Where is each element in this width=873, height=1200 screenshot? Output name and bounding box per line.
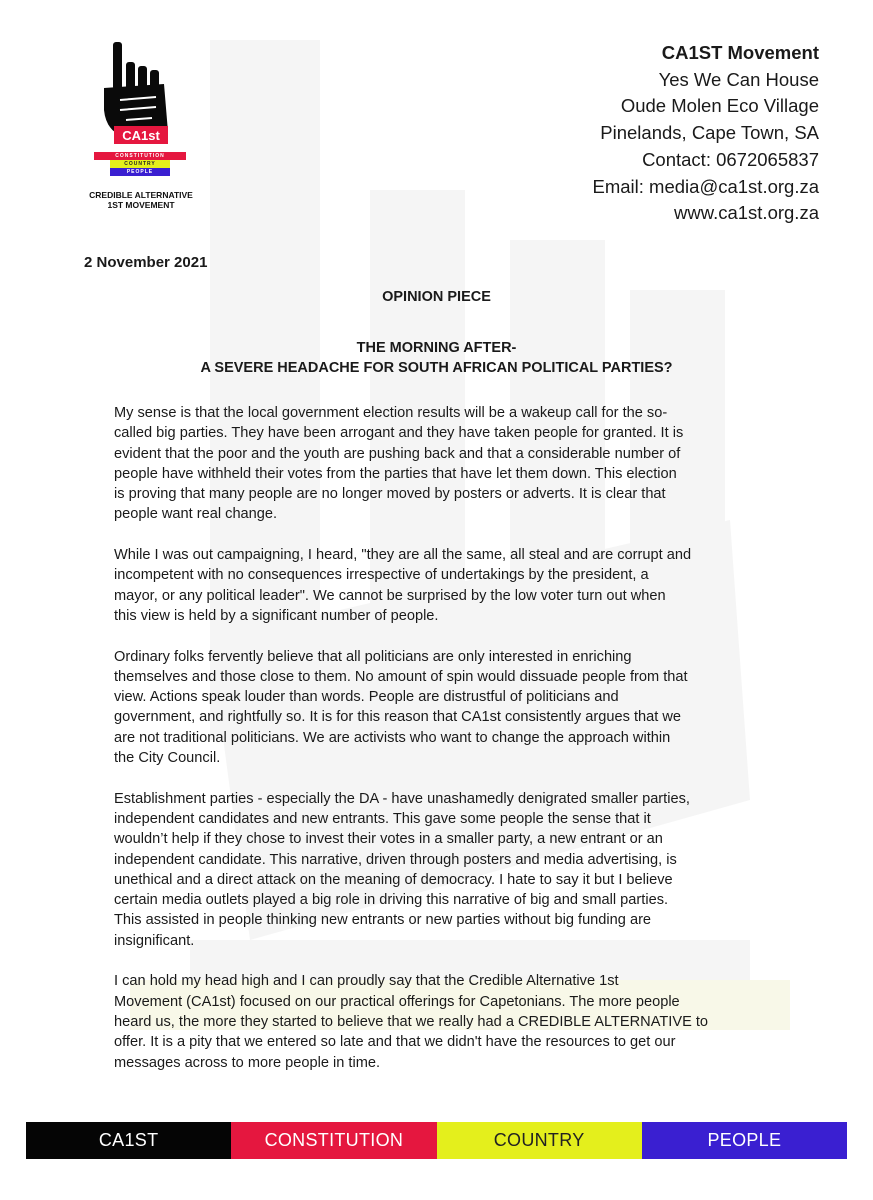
headline: THE MORNING AFTER- A SEVERE HEADACHE FOR SOUTH AFRICAN POLITICAL PARTIES? xyxy=(200,340,673,376)
paragraph-line: My sense is that the local government election results will be a wakeup call for the so- xyxy=(114,405,668,421)
paragraph-line: This assisted in people thinking new entrants or new parties without big funding are xyxy=(114,912,652,929)
paragraph-line: people have withheld their votes from the parties that have let them down. This election xyxy=(114,465,677,482)
paragraph-line: messages across to more people in time. xyxy=(114,1054,381,1071)
contact-phone: Contact: 0672065837 xyxy=(642,148,819,170)
paragraph-line: is proving that many people are no longer moved by posters or adverts. It is clear that xyxy=(114,486,666,503)
footer-ca1st: CA1ST xyxy=(26,1122,231,1159)
paragraph-line: Establishment parties - especially the DA - have unashamedly denigrated smaller parties, xyxy=(114,790,690,807)
paragraph-line: While I was out campaigning, I heard, "they are all the same, all steal and are corrupt and xyxy=(114,547,692,564)
address-line: Yes We Can House xyxy=(658,68,819,90)
ca1st-logo xyxy=(86,40,196,212)
paragraph-line: Movement (CA1st) focused on our practical offerings for Capetonians. The more people xyxy=(114,993,680,1010)
article-body xyxy=(114,403,774,1093)
paragraph-line: themselves and those close to them. No amount of spin would dissuade people from that xyxy=(114,668,688,685)
paragraph xyxy=(114,647,774,769)
paragraph-line: independent candidates and new entrants. This gave some people the sense that it xyxy=(114,810,651,827)
logo-bar-country: COUNTRY xyxy=(110,160,170,168)
logo-bar-constitution: CONSTITUTION xyxy=(94,152,186,160)
paragraph-line: this view is held by a significant number of people. xyxy=(114,607,439,624)
paragraph-line: Ordinary folks fervently believe that all politicians are only interested in enriching xyxy=(114,648,632,665)
paragraph xyxy=(114,789,774,951)
paragraph-line: the City Council. xyxy=(114,750,221,767)
footer-banner xyxy=(26,1122,847,1159)
paragraph-line: called big parties. They have been arrogant and they have taken people for granted. It is xyxy=(114,425,684,442)
logo-tagline: CREDIBLE ALTERNATIVE 1ST MOVEMENT xyxy=(89,190,193,210)
paragraph-line: offer. It is a pity that we entered so late and that we didn't have the resources to get our xyxy=(114,1034,676,1051)
footer-constitution: CONSTITUTION xyxy=(231,1122,436,1159)
document-date: 2 November 2021 xyxy=(84,254,208,271)
logo-badge-text: CA1st xyxy=(122,128,160,143)
paragraph-line: independent candidate. This narrative, driven through posters and media advertising, is xyxy=(114,851,677,868)
paragraph-line: wouldn’t help if they chose to invest their votes in a smaller party, a new entrant or an xyxy=(114,831,663,848)
paragraph-line: view. Actions speak louder than words. People are distrustful of politicians and xyxy=(114,689,619,706)
footer-people: PEOPLE xyxy=(642,1122,847,1159)
org-name: CA1ST Movement xyxy=(661,42,819,63)
paragraph xyxy=(114,403,774,525)
paragraph-line: mayor, or any political leader". We cannot be surprised by the low voter turn out when xyxy=(114,587,666,604)
footer-country: COUNTRY xyxy=(437,1122,642,1159)
paragraph-line: people want real change. xyxy=(114,506,278,523)
address-line: Oude Molen Eco Village xyxy=(620,95,819,117)
kicker: OPINION PIECE xyxy=(382,289,491,305)
paragraph-line: I can hold my head high and I can proudly say that the Credible Alternative 1st xyxy=(114,973,619,990)
paragraph-line: government, and rightfully so. It is for this reason that CA1st consistently argues that we xyxy=(114,709,682,726)
letterhead-address xyxy=(593,40,819,227)
paragraph xyxy=(114,971,774,1072)
paragraph-line: unethical and a direct attack on the meaning of democracy. I hate to say it but I believe xyxy=(114,871,673,888)
paragraph-line: incompetent with no consequences irrespective of undertakings by the president, a xyxy=(114,567,649,584)
paragraph-line: are not traditional politicians. We are activists who want to change the approach within xyxy=(114,729,671,746)
contact-email: Email: media@ca1st.org.za xyxy=(592,175,819,197)
paragraph-line: certain media outlets played a big role in driving this narrative of big and small parties. xyxy=(114,892,669,909)
paragraph-line: heard us, the more they started to believe that we really had a CREDIBLE ALTERNATIVE to xyxy=(114,1013,709,1030)
website: www.ca1st.org.za xyxy=(674,202,819,224)
paragraph xyxy=(114,545,774,626)
raised-hand-icon xyxy=(86,40,196,150)
paragraph-line: insignificant. xyxy=(114,932,195,949)
paragraph-line: evident that the poor and the youth are pushing back and that a considerable number of xyxy=(114,445,681,462)
address-line: Pinelands, Cape Town, SA xyxy=(600,122,819,144)
logo-bar-people: PEOPLE xyxy=(110,168,170,176)
